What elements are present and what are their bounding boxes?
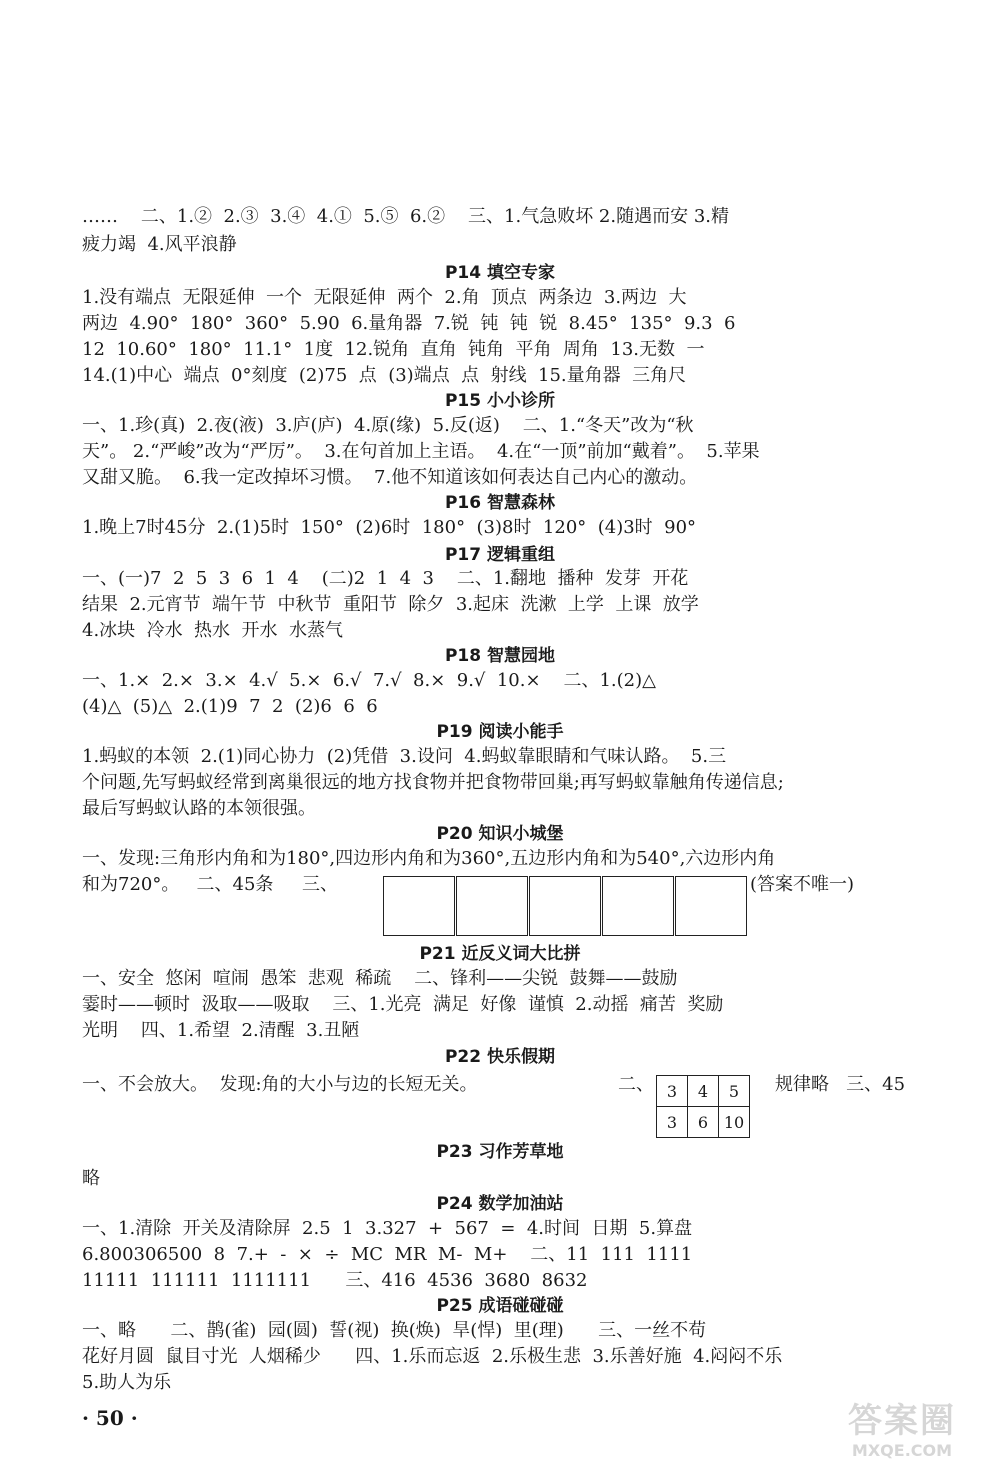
text-line: (4)△ (5)△ 2.(1)9 7 2 (2)6 6 6	[82, 696, 378, 717]
section-heading: P24 数学加油站	[436, 1194, 564, 1214]
text-line: 个问题,先写蚂蚁经常到离巢很远的地方找食物并把食物带回巢;再写蚂蚁靠触角传递信息;	[82, 772, 784, 793]
text-line: 和为720°。 二、45条 三、	[82, 874, 339, 895]
answer-box	[675, 876, 747, 936]
section-heading: P25 成语碰碰碰	[436, 1296, 564, 1316]
section-heading: P19 阅读小能手	[436, 722, 564, 742]
text-line: 一、1.清除 开关及清除屏 2.5 1 3.327 + 567 = 4.时间 日期 5.算盘	[82, 1218, 693, 1239]
text-line: 11111 111111 1111111 三、416 4536 3680 8632	[82, 1270, 588, 1291]
text-fragment: 规律略 三、45	[775, 1074, 906, 1095]
text-line: 一、1.珍(真) 2.夜(液) 3.庐(庐) 4.原(缘) 5.反(返) 二、1.“冬天”改为“秋	[82, 415, 694, 436]
section-heading: P21 近反义词大比拼	[419, 944, 581, 964]
answer-note: (答案不唯一)	[750, 874, 855, 895]
answer-box	[529, 876, 601, 936]
text-line: 12 10.60° 180° 11.1° 1度 12.锐角 直角 钝角 平角 周角 13.无数 一	[82, 339, 705, 360]
text-line: 6.800306500 8 7.+ - × ÷ MC MR M- M+ 二、11 111 1111	[82, 1244, 693, 1265]
text-line: 光明 四、1.希望 2.清醒 3.丑陋	[82, 1020, 360, 1041]
text-line: 一、略 二、鹊(雀) 园(圆) 誓(视) 换(焕) 旱(悍) 里(理) 三、一丝不苟	[82, 1320, 707, 1341]
grid-cell: 5	[719, 1076, 750, 1107]
section-heading: P16 智慧森林	[444, 493, 556, 513]
section-heading: P14 填空专家	[444, 263, 556, 283]
grid-cell: 3	[657, 1107, 688, 1138]
watermark	[822, 1402, 982, 1466]
text-line: 一、发现:三角形内角和为180°,四边形内角和为360°,五边形内角和为540°,六边形内角	[82, 848, 776, 869]
text-line: 14.(1)中心 端点 0°刻度 (2)75 点 (3)端点 点 射线 15.量角器 三角尺	[82, 365, 687, 386]
text-line: 一、不会放大。 发现:角的大小与边的长短无关。	[82, 1074, 478, 1095]
text-line: …… 二、1.② 2.③ 3.④ 4.① 5.⑤ 6.② 三、1.气急败坏 2.随遇而安 3.精	[82, 206, 729, 227]
grid-cell: 4	[688, 1076, 719, 1107]
text-line: 5.助人为乐	[82, 1372, 172, 1393]
text-fragment: 二、	[618, 1074, 654, 1095]
section-heading: P23 习作芳草地	[436, 1142, 564, 1162]
grid-cell: 10	[719, 1107, 750, 1138]
text-line: 一、安全 悠闲 喧闹 愚笨 悲观 稀疏 二、锋利——尖锐 鼓舞——鼓励	[82, 968, 678, 989]
answer-boxes	[383, 876, 747, 936]
text-line: 1.蚂蚁的本领 2.(1)同心协力 (2)凭借 3.设问 4.蚂蚁靠眼睛和气味认路。 5.三	[82, 746, 727, 767]
answer-box	[602, 876, 674, 936]
text-line: 1.晚上7时45分 2.(1)5时 150° (2)6时 180° (3)8时 120° (4)3时 90°	[82, 517, 697, 538]
grid-cell: 6	[688, 1107, 719, 1138]
text-line: 一、1.× 2.× 3.× 4.√ 5.× 6.√ 7.√ 8.× 9.√ 10.× 二、1.(2)△	[82, 670, 656, 691]
section-heading: P18 智慧园地	[444, 646, 556, 666]
grid-cell: 3	[657, 1076, 688, 1107]
text-line: 最后写蚂蚁认路的本领很强。	[82, 798, 316, 819]
watermark-logo: 答案圈	[848, 1401, 956, 1441]
section-heading: P22 快乐假期	[444, 1047, 556, 1067]
text-line: 4.冰块 冷水 热水 开水 水蒸气	[82, 620, 343, 641]
section-heading: P17 逻辑重组	[444, 545, 556, 565]
section-heading: P20 知识小城堡	[436, 824, 564, 844]
text-line: 结果 2.元宵节 端午节 中秋节 重阳节 除夕 3.起床 洗漱 上学 上课 放学	[82, 594, 699, 615]
answer-box	[383, 876, 455, 936]
text-line: 一、(一)7 2 5 3 6 1 4 (二)2 1 4 3 二、1.翻地 播种 发芽 开花	[82, 568, 689, 589]
text-line: 花好月圆 鼠目寸光 人烟稀少 四、1.乐而忘返 2.乐极生悲 3.乐善好施 4.闷闷不乐	[82, 1346, 783, 1367]
number-grid	[656, 1075, 750, 1138]
text-line: 霎时——顿时 汲取——吸取 三、1.光亮 满足 好像 谨慎 2.动摇 痛苦 奖励	[82, 994, 724, 1015]
text-line: 天”。 2.“严峻”改为“严厉”。 3.在句首加上主语。 4.在“一顶”前加“戴着”。 5.苹果	[82, 441, 760, 462]
text-line: 略	[82, 1168, 100, 1189]
text-line: 又甜又脆。 6.我一定改掉坏习惯。 7.他不知道该如何表达自己内心的激动。	[82, 467, 698, 488]
text-line: 疲力竭 4.风平浪静	[82, 234, 237, 255]
text-line: 两边 4.90° 180° 360° 5.90 6.量角器 7.锐 钝 钝 锐 8.45° 135° 9.3 6	[82, 313, 736, 334]
watermark-url: MXQE.COM	[851, 1441, 953, 1460]
section-heading: P15 小小诊所	[444, 391, 556, 411]
answer-box	[456, 876, 528, 936]
page-number: · 50 ·	[82, 1406, 138, 1430]
text-line: 1.没有端点 无限延伸 一个 无限延伸 两个 2.角 顶点 两条边 3.两边 大	[82, 287, 687, 308]
